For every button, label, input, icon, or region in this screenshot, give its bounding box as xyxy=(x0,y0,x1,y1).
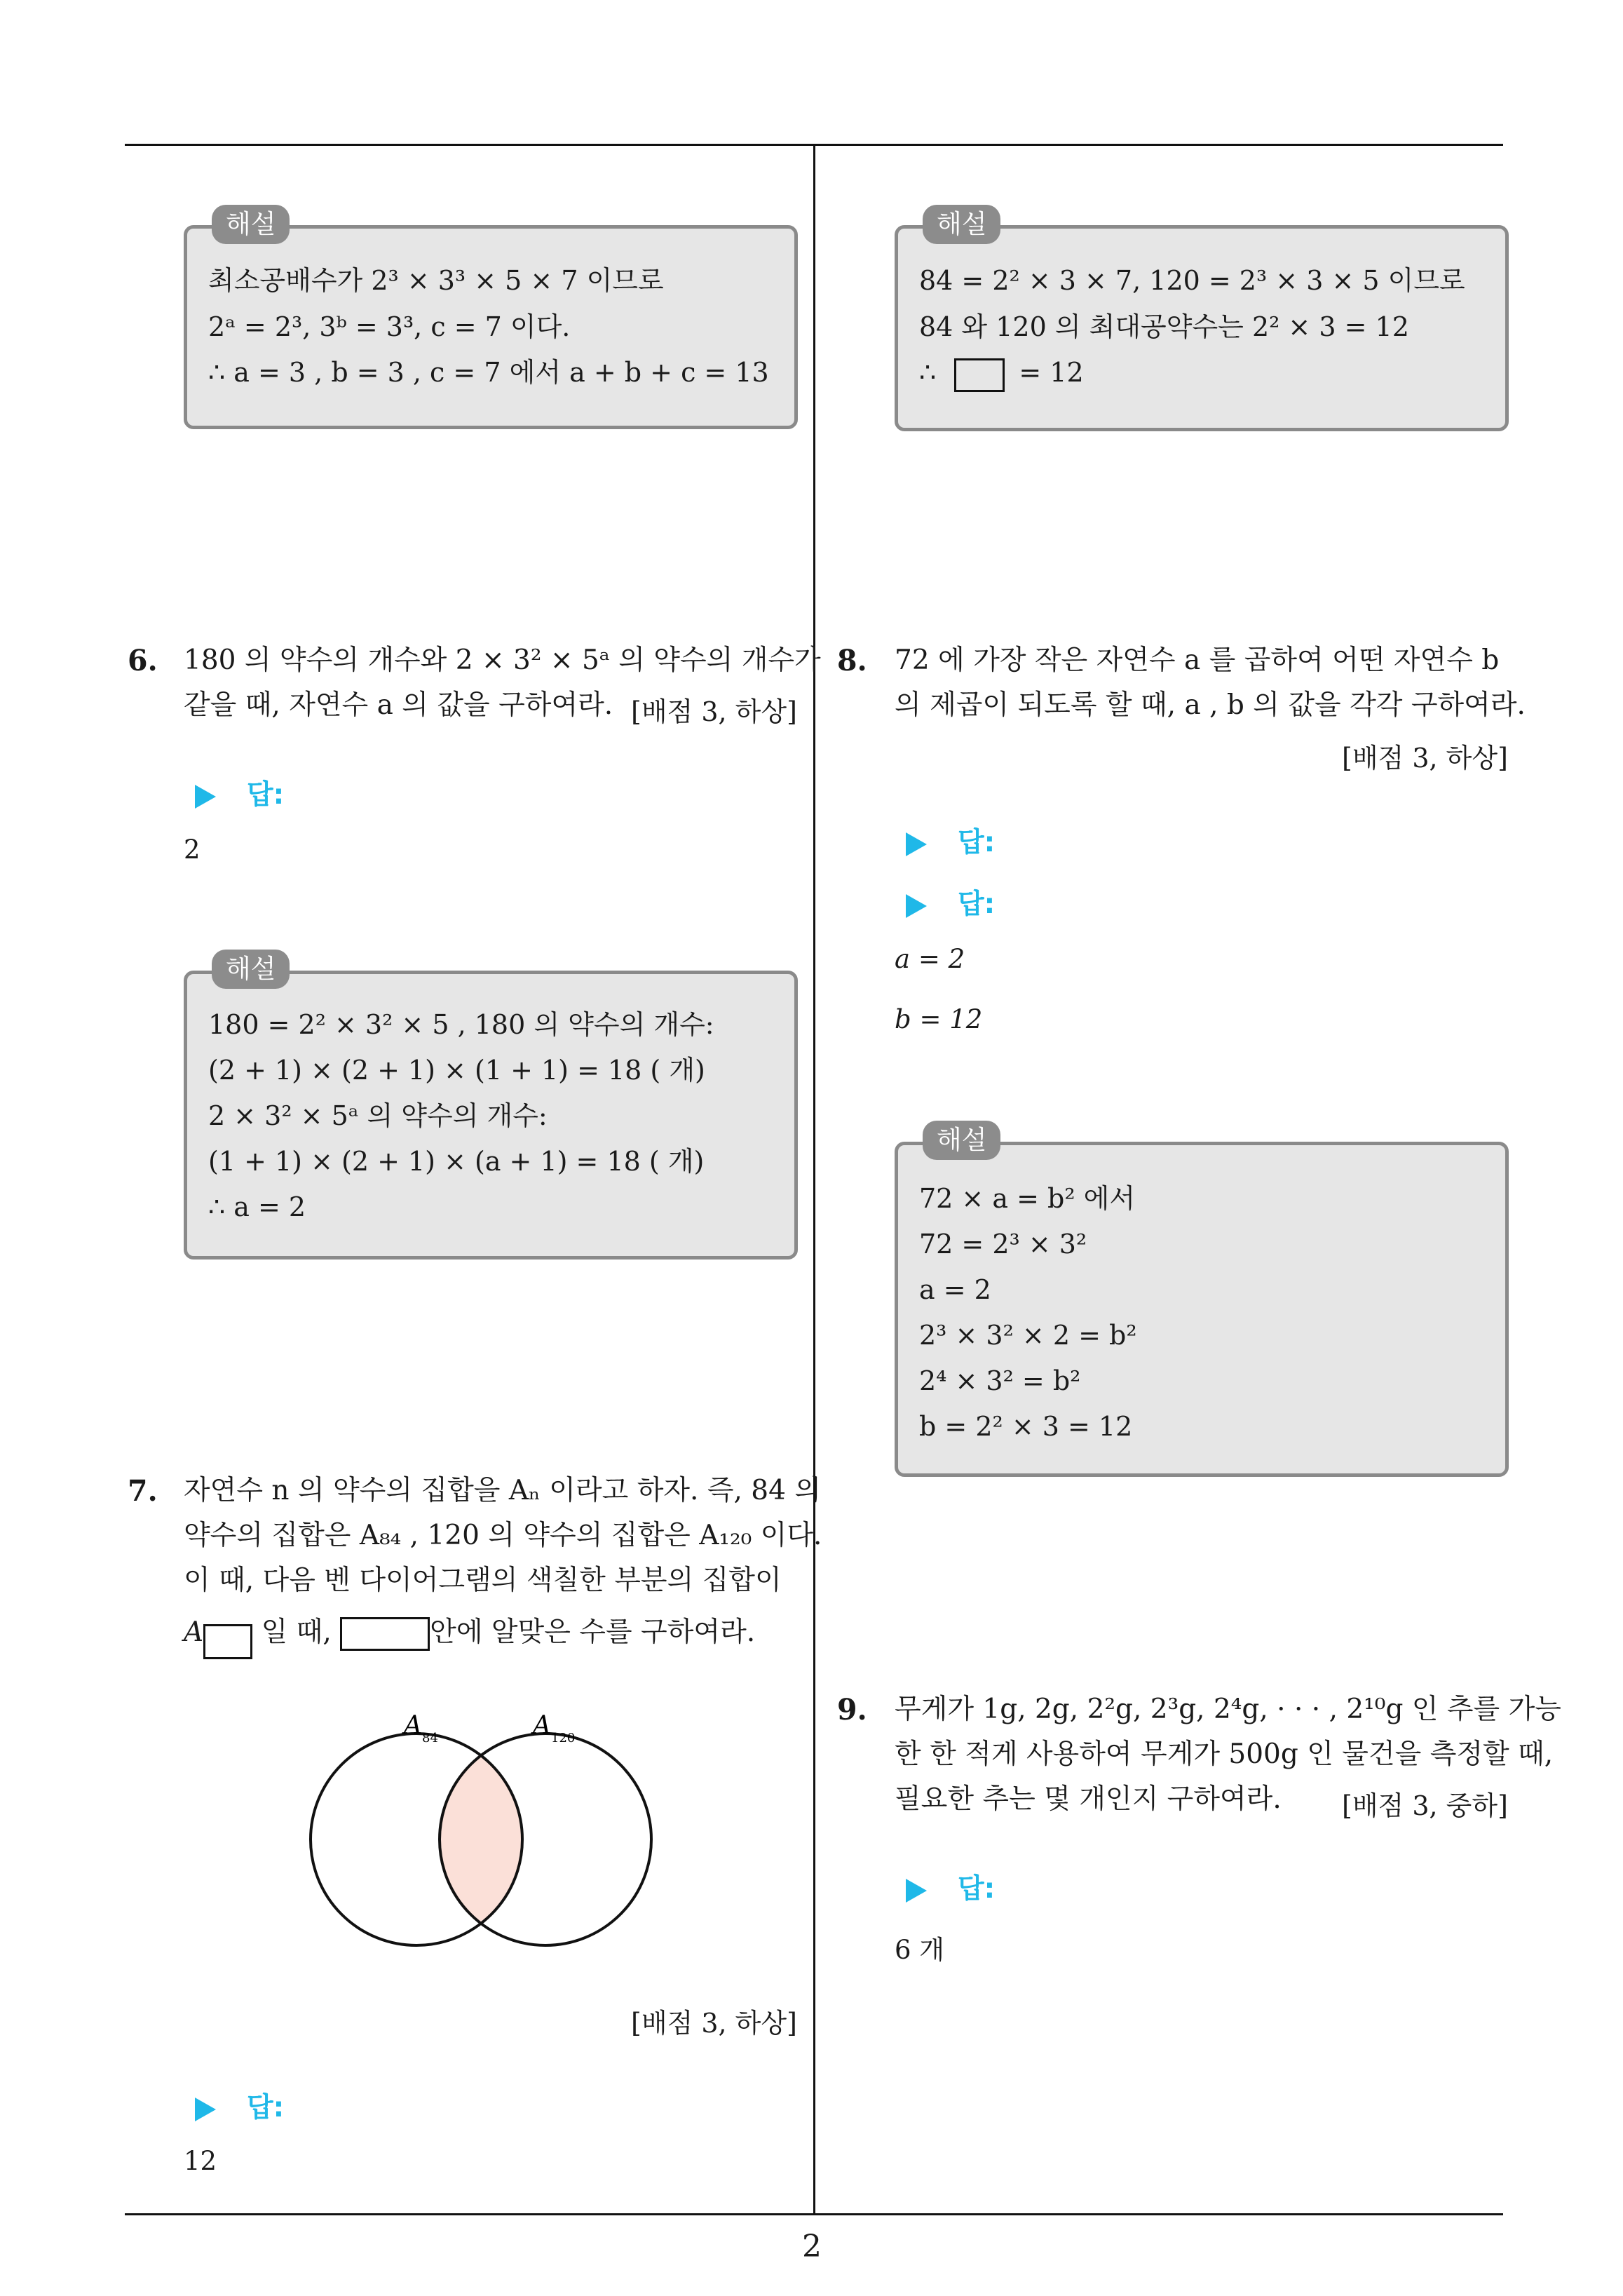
bottom-rule xyxy=(125,2213,1503,2215)
explanation-line: b = 2² × 3 = 12 xyxy=(919,1411,1133,1442)
explanation-line: 84 와 120 의 최대공약수는 2² × 3 = 12 xyxy=(919,311,1409,342)
score-label: [배점 3, 하상] xyxy=(1342,743,1508,774)
question-text: 같을 때, 자연수 a 의 값을 구하여라. xyxy=(184,689,613,721)
answer-value: a = 2 xyxy=(895,944,965,974)
play-arrow-icon xyxy=(906,894,927,918)
answer-label: 답: xyxy=(906,882,995,921)
question-text: 자연수 n 의 약수의 집합을 Aₙ 이라고 하자. 즉, 84 의 xyxy=(184,1475,822,1506)
question-text: 약수의 집합은 A₈₄ , 120 의 약수의 집합은 A₁₂₀ 이다. xyxy=(184,1520,822,1551)
answer-label: 답: xyxy=(906,821,995,860)
question-text-part: 안에 알맞은 수를 구하여라. xyxy=(430,1616,756,1648)
question-number: 7. xyxy=(128,1474,158,1508)
explanation-line: 72 = 2³ × 3² xyxy=(919,1229,1087,1260)
question-text: 72 에 가장 작은 자연수 a 를 곱하여 어떤 자연수 b xyxy=(895,644,1500,676)
explanation-line: (2 + 1) × (2 + 1) × (1 + 1) = 18 ( 개) xyxy=(208,1055,705,1086)
explanation-line: ∴ a = 3 , b = 3 , c = 7 에서 a + b + c = 13 xyxy=(208,357,769,388)
explanation-box-q6 xyxy=(184,971,798,1260)
explanation-line: 2ᵃ = 2³, 3ᵇ = 3³, c = 7 이다. xyxy=(208,311,571,342)
answer-value: 12 xyxy=(184,2146,217,2176)
question-text: 무게가 1g, 2g, 2²g, 2³g, 2⁴g, · · · , 2¹⁰g 인 추를 가능 xyxy=(895,1694,1561,1725)
question-number: 8. xyxy=(837,644,867,677)
explanation-line: 72 × a = b² 에서 xyxy=(919,1183,1136,1214)
play-arrow-icon xyxy=(195,2098,216,2121)
explanation-line: 84 = 2² × 3 × 7, 120 = 2³ × 3 × 5 이므로 xyxy=(919,265,1465,296)
explanation-line: 최소공배수가 2³ × 3³ × 5 × 7 이므로 xyxy=(208,265,664,296)
answer-label: 답: xyxy=(906,1867,995,1906)
play-arrow-icon xyxy=(906,1879,927,1903)
question-text: 필요한 추는 몇 개인지 구하여라. xyxy=(895,1783,1282,1815)
score-label: [배점 3, 하상] xyxy=(631,696,797,727)
question-text: 의 제곱이 되도록 할 때, a , b 의 값을 각각 구하여라. xyxy=(895,689,1526,721)
explanation-line: ∴ a = 2 xyxy=(208,1191,306,1222)
explanation-line: ∴ = 12 xyxy=(919,356,1084,392)
explanation-tag: 해설 xyxy=(923,205,1000,244)
answer-value: 6 개 xyxy=(895,1935,945,1965)
venn-label-a84: $A_{84}$ xyxy=(404,1711,438,1745)
explanation-line: a = 2 xyxy=(919,1274,991,1305)
explanation-tag: 해설 xyxy=(212,950,290,989)
explanation-box-q8 xyxy=(895,1142,1509,1477)
score-label: [배점 3, 중하] xyxy=(1342,1790,1508,1821)
explanation-box-q7 xyxy=(895,225,1509,431)
answer-value: 2 xyxy=(184,835,201,865)
explanation-box-q5 xyxy=(184,225,798,429)
question-text: 이 때, 다음 벤 다이어그램의 색칠한 부분의 집합이 xyxy=(184,1565,782,1596)
venn-label-a120: $A_{120}$ xyxy=(533,1711,576,1745)
page-number: 2 xyxy=(802,2229,822,2264)
question-text: 180 의 약수의 개수와 2 × 3² × 5ᵃ 의 약수의 개수가 xyxy=(184,644,821,676)
answer-blank-box xyxy=(340,1617,430,1651)
explanation-line: (1 + 1) × (2 + 1) × (a + 1) = 18 ( 개) xyxy=(208,1146,705,1177)
question-text: 한 한 적게 사용하여 무게가 500g 인 물건을 측정할 때, xyxy=(895,1738,1554,1770)
score-label: [배점 3, 하상] xyxy=(631,2008,797,2039)
question-number: 6. xyxy=(128,644,158,677)
column-divider xyxy=(813,144,815,2215)
subscript-blank-box xyxy=(203,1624,252,1659)
answer-value: b = 12 xyxy=(895,1004,983,1034)
answer-blank-box xyxy=(954,358,1005,392)
answer-label: 답: xyxy=(195,773,284,812)
question-text-part: 일 때, xyxy=(261,1616,332,1648)
play-arrow-icon xyxy=(195,785,216,809)
answer-label: 답: xyxy=(195,2086,284,2125)
explanation-line: 2⁴ × 3² = b² xyxy=(919,1365,1081,1396)
explanation-line: 2³ × 3² × 2 = b² xyxy=(919,1320,1137,1351)
explanation-line: 180 = 2² × 3² × 5 , 180 의 약수의 개수: xyxy=(208,1009,714,1040)
explanation-tag: 해설 xyxy=(212,205,290,244)
set-symbol: A xyxy=(184,1616,204,1648)
play-arrow-icon xyxy=(906,832,927,856)
explanation-line: 2 × 3² × 5ᵃ 의 약수의 개수: xyxy=(208,1100,548,1131)
explanation-tag: 해설 xyxy=(923,1121,1000,1160)
question-number: 9. xyxy=(837,1693,867,1727)
venn-diagram xyxy=(301,1697,694,1971)
question-text xyxy=(184,1609,755,1659)
